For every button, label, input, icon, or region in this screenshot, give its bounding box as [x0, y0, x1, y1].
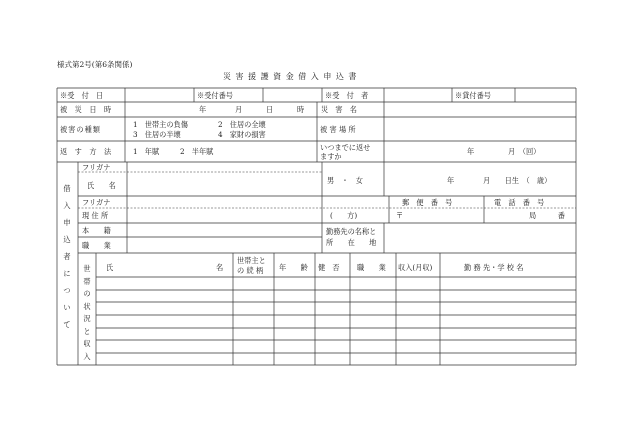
disaster-month: 月 [235, 105, 243, 114]
col-health: 健 否 [318, 263, 340, 272]
col-workplace: 勤 務 先・学 校 名 [464, 263, 524, 272]
employer-label-2: 所 在 地 [326, 238, 377, 247]
loan-no-label: ※貸付番号 [455, 91, 491, 100]
phone-station: 局 番 [529, 211, 565, 220]
damage-option-2: 2 住居の全壊 [218, 120, 266, 129]
damage-place-label: 被 害 場 所 [320, 125, 356, 134]
disaster-date-label: 被 災 日 時 [60, 105, 114, 114]
furigana-label-2: フリガナ [82, 198, 111, 207]
damage-option-3: 3 住居の半壊 [133, 130, 181, 139]
col-relation-2: の 続 柄 [237, 266, 264, 275]
postal-code-label: 郵 便 番 号 [402, 198, 453, 207]
accept-date-label: ※受 付 日 [60, 91, 104, 100]
damage-kind-label: 被害の種類 [60, 125, 101, 134]
col-name-2: 名 [216, 263, 224, 272]
applicant-side-label: 借 入 申 込 者 に つ い て [63, 184, 71, 329]
col-job: 職 業 [357, 263, 386, 272]
disaster-day: 日 [266, 105, 274, 114]
damage-option-1: 1 世帯主の負傷 [133, 120, 188, 129]
col-name-1: 氏 [106, 263, 114, 272]
disaster-name-label: 災 害 名 [321, 105, 357, 114]
repay-option-1: 1 年賦 [133, 147, 160, 156]
col-relation-1: 世帯主と [237, 256, 266, 265]
accept-person-label: ※受 付 者 [325, 91, 369, 100]
repay-until-label-1: いつまでに返せ [320, 143, 371, 152]
name-label: 氏 名 [87, 181, 116, 190]
accept-no-label: ※受付番号 [197, 91, 233, 100]
gender-label: 男 ・ 女 [327, 176, 363, 185]
address-label: 現 住 所 [82, 211, 109, 220]
address-branch: ( 方) [330, 211, 358, 220]
repay-method-label: 返 す 方 法 [60, 147, 114, 156]
occupation-label: 職 業 [82, 241, 111, 250]
repay-option-2: 2 半年賦 [180, 147, 214, 156]
employer-label-1: 勤務先の名称と [326, 227, 377, 236]
damage-option-4: 4 家財の損害 [218, 130, 266, 139]
domicile-label: 本 籍 [82, 226, 111, 235]
furigana-label: フリガナ [82, 163, 111, 172]
form-title: 災 害 援 護 資 金 借 入 申 込 書 [223, 72, 358, 81]
phone-number-label: 電 話 番 号 [494, 198, 545, 207]
col-income: 収入(月収) [398, 263, 433, 272]
birth-month-day: 月 日生 （ 歳） [483, 176, 552, 185]
repay-month-times: 月 （回） [508, 147, 541, 156]
repay-until-label-2: ますか [320, 152, 342, 161]
form-number: 様式第2号(第6条関係) [57, 60, 133, 69]
col-age: 年 齢 [279, 263, 308, 272]
birth-year: 年 [447, 176, 455, 185]
disaster-year: 年 [199, 105, 207, 114]
household-side-label: 世 帯 の 状 況 と 収 入 [83, 264, 91, 361]
disaster-hour: 時 [297, 105, 305, 114]
postal-mark: 〒 [396, 211, 404, 220]
repay-year: 年 [467, 147, 475, 156]
